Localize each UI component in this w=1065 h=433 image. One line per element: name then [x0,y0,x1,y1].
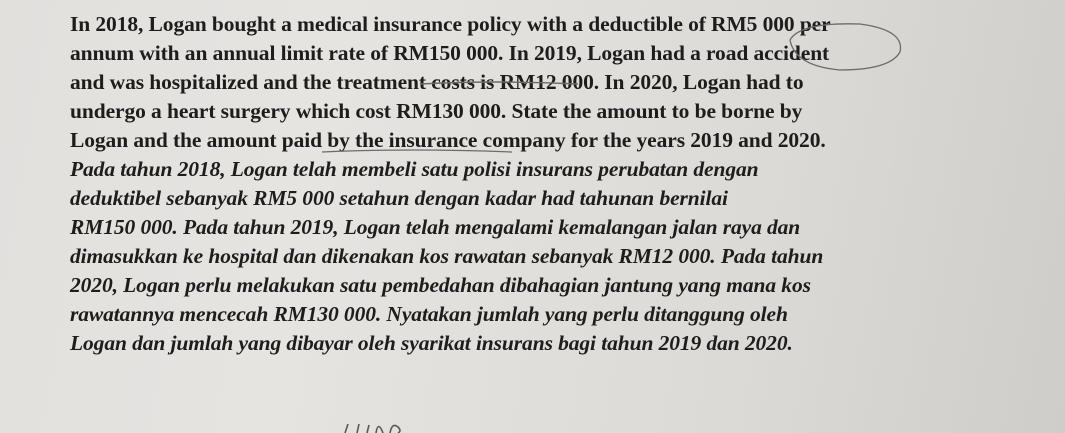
malay-line: rawatannya mencecah RM130 000. Nyatakan jumlah yang perlu ditanggung oleh [70,302,788,326]
english-line: and was hospitalized and the treatment costs is RM12 000. In 2020, Logan had to [70,70,804,94]
english-line: undergo a heart surgery which cost RM130 000. State the amount to be borne by [70,99,803,123]
malay-line: dimasukkan ke hospital dan dikenakan kos rawatan sebanyak RM12 000. Pada tahun [70,244,824,268]
malay-line: Pada tahun 2018, Logan telah membeli satu polisi insurans perubatan dengan [70,157,759,181]
question-text [70,10,930,358]
malay-line: RM150 000. Pada tahun 2019, Logan telah mengalami kemalangan jalan raya dan [70,215,801,239]
malay-line: 2020, Logan perlu melakukan satu pembedahan dibahagian jantung yang mana kos [70,273,811,297]
malay-line: deduktibel sebanyak RM5 000 setahun dengan kadar had tahunan bernilai [70,186,728,210]
english-line: annum with an annual limit rate of RM150 000. In 2019, Logan had a road accident [70,41,830,65]
malay-line: Logan dan jumlah yang dibayar oleh syarikat insurans bagi tahun 2019 dan 2020. [70,331,793,355]
handwriting-fragment [345,424,400,433]
english-line: Logan and the amount paid by the insurance company for the years 2019 and 2020. [70,128,826,152]
english-line: In 2018, Logan bought a medical insurance policy with a deductible of RM5 000 per [70,12,831,36]
